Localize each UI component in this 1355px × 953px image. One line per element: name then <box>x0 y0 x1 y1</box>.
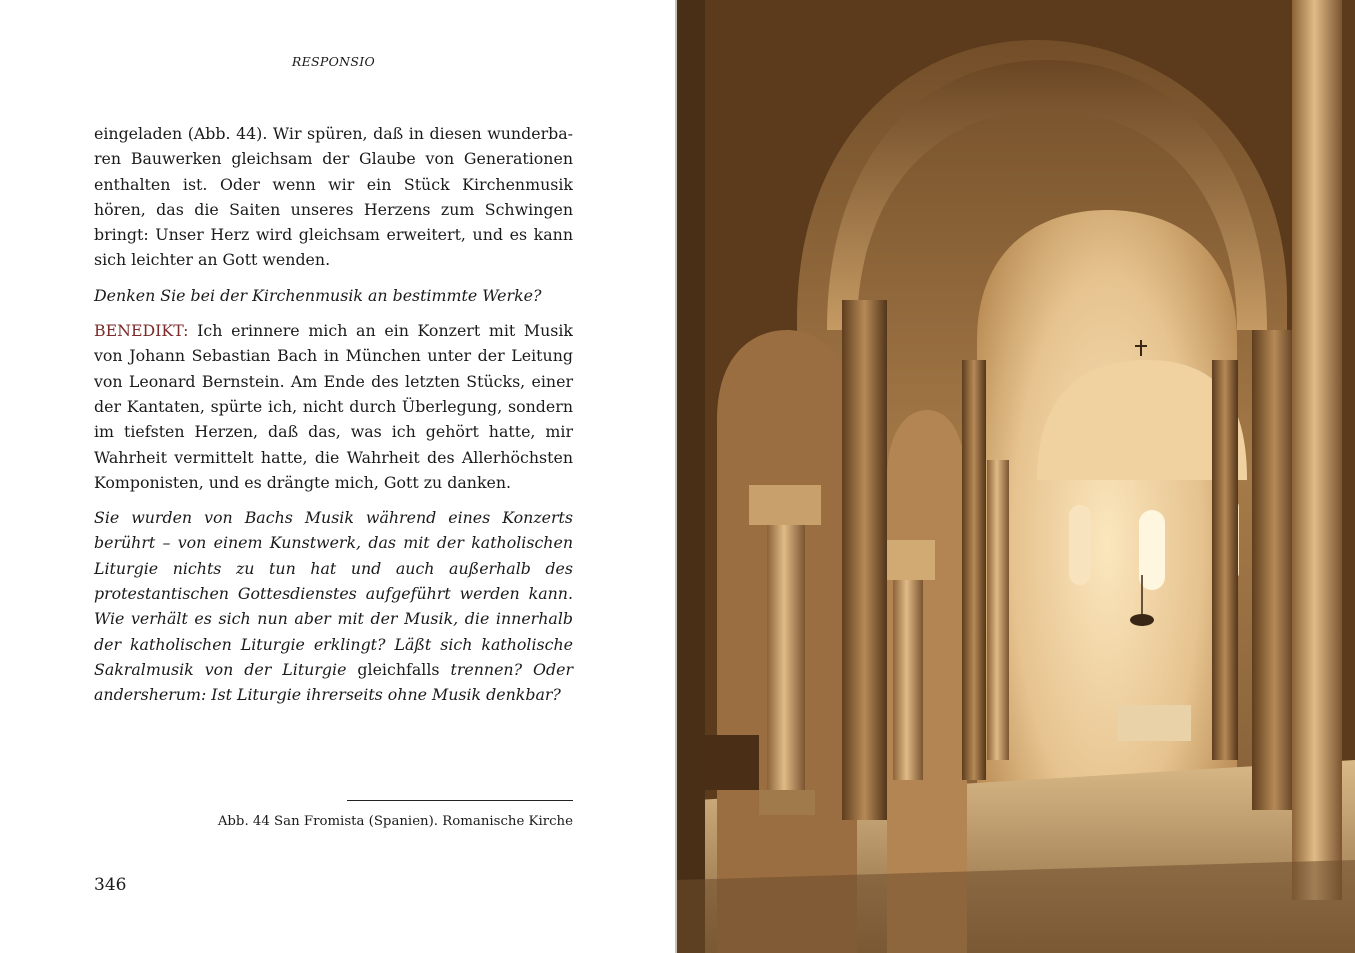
question-part-a: Sie wurden von Bachs Musik während eines Konzerts berührt – von einem Kunstwerk, das mit der katholischen Liturgie nichts zu tun hat und auch außerhalb des protestantischen Gottesdienstes aufgeführt werden kann. Wie verhält es sich nun aber mit der Musik, die innerhalb der katholischen Liturgie erklingt? Läßt sich katholische Sakralmusik von der Liturgie <box>94 508 573 679</box>
capital-1 <box>749 485 821 525</box>
column-4 <box>987 460 1009 760</box>
question-part-c: trennen? Oder andersherum: Ist Liturgie ihrerseits ohne Musik denkbar? <box>94 659 574 705</box>
foreground-wall-left <box>677 0 705 953</box>
column-5 <box>1212 360 1238 760</box>
running-head: RESPONSIO <box>291 54 376 69</box>
church-interior-illustration <box>677 0 1355 953</box>
foreground-column-right <box>1292 0 1342 900</box>
benedikt-answer <box>94 318 573 495</box>
church-interior-photo <box>675 0 1355 953</box>
column-base-1 <box>759 790 815 815</box>
answer-text: Ich erinnere mich an ein Konzert mit Musik von Johann Sebastian Bach in München unter der Leitung von Leonard Bernstein. Am Ende des letzten Stücks, einer der Kantaten, spürte ich, nicht durch Überlegung, sondern im tiefsten Herzen, daß das, was ich gehört hatte, mir Wahrheit vermittelt hatte, die Wahrheit des Allerhöchsten Komponisten, und es drängte mich, Gott zu danken. <box>94 321 573 492</box>
altar <box>1117 705 1191 741</box>
question-part-b: gleichfalls <box>357 659 440 679</box>
apse-window-left <box>1069 505 1091 585</box>
pews <box>699 735 759 790</box>
interviewer-question-2 <box>94 505 573 707</box>
capital-2 <box>881 540 935 580</box>
column-1 <box>767 490 805 800</box>
apse-window-center <box>1139 510 1165 590</box>
interviewer-question-1: Denken Sie bei der Kirchenmusik an bestimmte Werke? <box>94 285 542 305</box>
caption-rule <box>347 800 573 801</box>
column-3 <box>962 360 986 780</box>
speaker-label: BENEDIKT: <box>94 321 189 341</box>
pier-left <box>842 300 887 820</box>
left-page <box>0 0 675 953</box>
hanging-lamp <box>1130 614 1154 626</box>
paragraph-intro: eingeladen (Abb. 44). Wir spüren, daß in diesen wunderbaren Bauwerken gleichsam der Glaube von Generationen enthalten ist. Oder wenn wir ein Stück Kirchenmusik hören, das die Saiten unseres Herzens zum Schwingen bringt: Unser Herz wird gleichsam erweitert, und es kann sich leichter an Gott wenden. <box>94 124 573 270</box>
text-block <box>94 121 573 718</box>
figure-caption: Abb. 44 San Fromista (Spanien). Romanische Kirche <box>217 814 573 829</box>
page-number: 346 <box>94 875 127 895</box>
pier-right <box>1252 330 1297 810</box>
column-2 <box>893 560 923 780</box>
